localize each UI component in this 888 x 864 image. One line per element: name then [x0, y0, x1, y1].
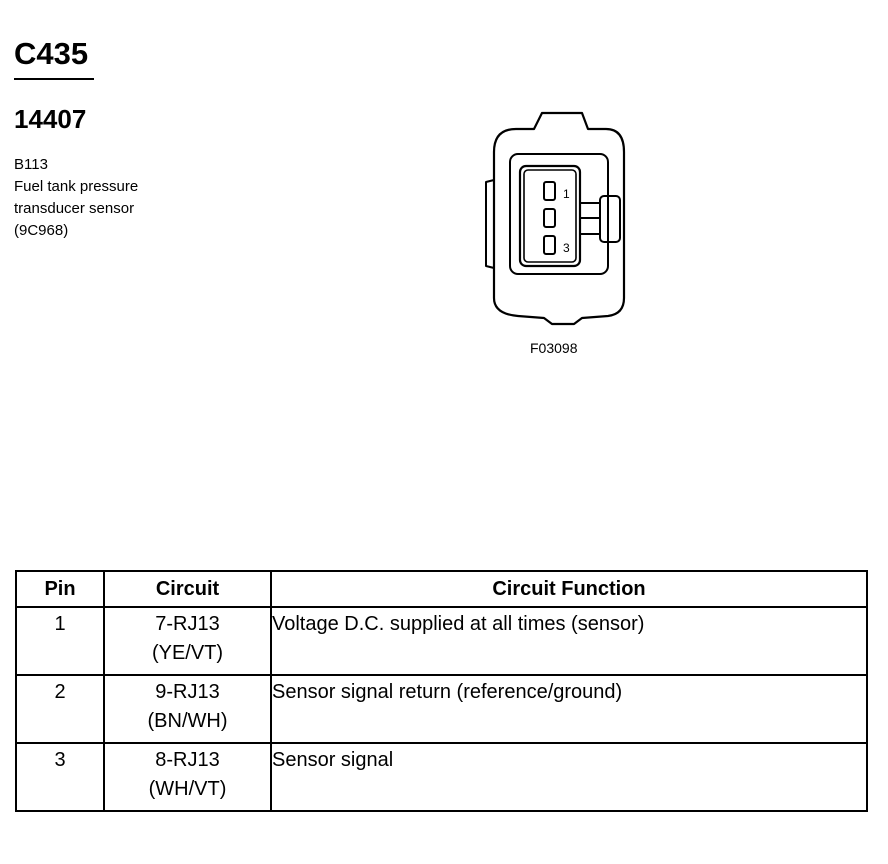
header-pin: Pin — [16, 571, 104, 607]
header-circuit-function: Circuit Function — [271, 571, 867, 607]
figure-code: F03098 — [530, 340, 578, 356]
pin-terminal — [544, 236, 555, 254]
table-row — [16, 743, 867, 811]
table-row — [16, 675, 867, 743]
table-header-row — [16, 571, 867, 607]
connector-description — [14, 154, 138, 242]
description-line: B113 — [14, 156, 48, 173]
description-line: transducer sensor — [14, 200, 135, 217]
pin-cell: 3 — [16, 743, 104, 811]
connector-id: C435 — [14, 36, 89, 71]
function-cell: Sensor signal return (reference/ground) — [271, 675, 867, 743]
pin-cell: 2 — [16, 675, 104, 743]
connector-housing-outline — [494, 113, 624, 324]
circuit-number: 8-RJ13 — [155, 749, 220, 771]
circuit-cell — [104, 607, 271, 675]
wire-color: (YE/VT) — [151, 642, 224, 664]
part-number: 14407 — [14, 104, 87, 134]
locking-latch — [600, 196, 620, 242]
pin-table — [15, 570, 868, 812]
connector-face-diagram — [470, 100, 660, 340]
pin-label: 3 — [563, 241, 570, 255]
pin-terminal — [544, 209, 555, 227]
wire-color: (BN/WH) — [147, 710, 228, 732]
description-line: (9C968) — [14, 222, 69, 239]
circuit-cell — [104, 675, 271, 743]
left-side-tab — [486, 180, 494, 268]
function-cell: Voltage D.C. supplied at all times (sensor) — [271, 607, 867, 675]
circuit-number: 9-RJ13 — [155, 681, 220, 703]
pin-terminal — [544, 182, 555, 200]
title-underline — [14, 78, 94, 80]
pin-cell: 1 — [16, 607, 104, 675]
header-circuit: Circuit — [104, 571, 271, 607]
function-cell: Sensor signal — [271, 743, 867, 811]
table-row — [16, 607, 867, 675]
pin-label: 1 — [563, 187, 570, 201]
circuit-number: 7-RJ13 — [155, 613, 220, 635]
description-line: Fuel tank pressure — [14, 178, 139, 195]
latch-ribs — [580, 203, 600, 234]
circuit-cell — [104, 743, 271, 811]
wire-color: (WH/VT) — [148, 778, 227, 800]
